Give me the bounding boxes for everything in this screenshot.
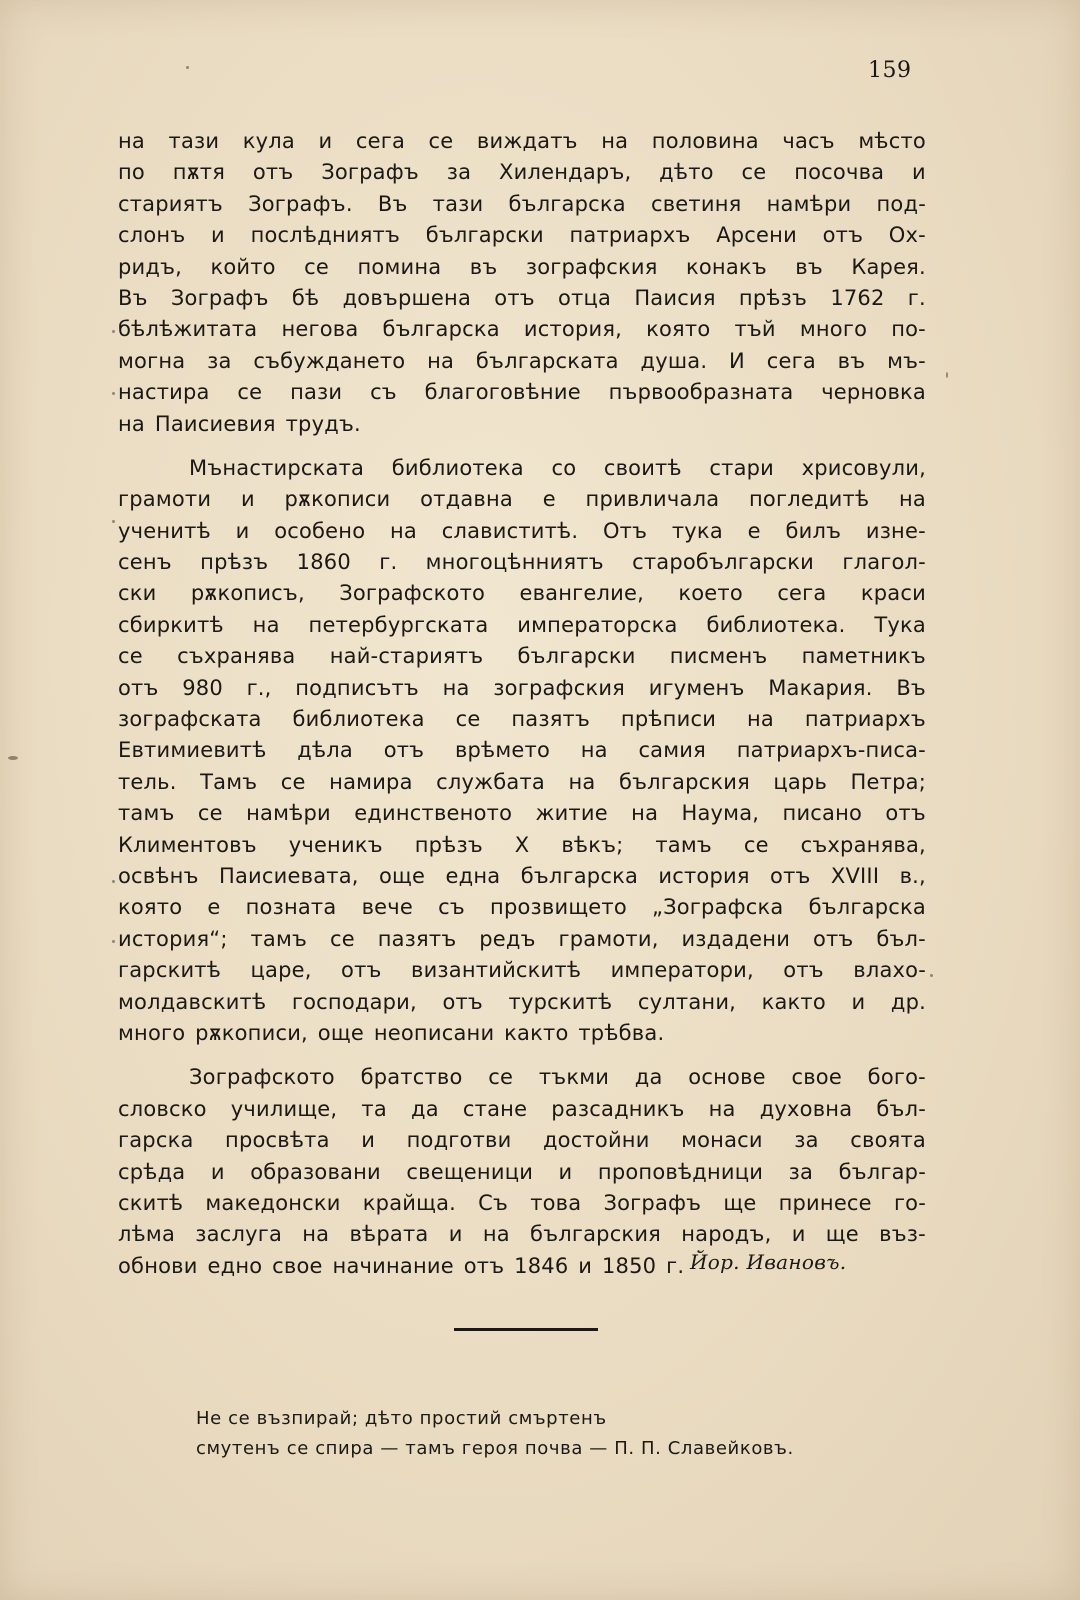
print-speck bbox=[112, 880, 115, 883]
text-line: ски рѫкописъ, Зографското евангелие, което сега краси bbox=[118, 581, 926, 606]
epigraph-line: Не се възпирай; дѣто простий смъртенъ bbox=[196, 1408, 607, 1429]
epigraph-line: смутенъ се спира — тамъ героя почва — П. П. Славейковъ. bbox=[196, 1438, 794, 1459]
print-speck bbox=[946, 372, 948, 378]
paragraph bbox=[118, 126, 926, 440]
paragraph bbox=[118, 453, 926, 1049]
text-line: стариятъ Зографъ. Въ тази българска светиня намѣри под- bbox=[118, 191, 926, 216]
text-line: лѣма заслуга на вѣрата и на българския народъ, и ще въз- bbox=[118, 1222, 926, 1247]
author-signature: Йор. Ивановъ. bbox=[690, 1250, 847, 1274]
text-line: Климентовъ ученикъ прѣзъ X вѣкъ; тамъ се съхранява, bbox=[118, 832, 926, 857]
text-line: тамъ се намѣри единственото житие на Наума, писано отъ bbox=[118, 801, 926, 826]
print-speck bbox=[8, 756, 18, 760]
text-line: гарска просвѣта и подготви достойни монаси за своята bbox=[118, 1128, 926, 1153]
text-line: обнови едно свое начинание отъ 1846 и 1850 г. bbox=[118, 1253, 685, 1278]
text-line: която е позната вече съ прозвището „Зографска българска bbox=[118, 895, 926, 920]
print-speck bbox=[112, 330, 115, 333]
text-line: ридъ, който се помина въ зографския конакъ въ Карея. bbox=[118, 254, 926, 279]
text-line: молдавскитѣ господари, отъ турскитѣ султани, както и др. bbox=[118, 989, 926, 1014]
text-line: словско училище, та да стане разсадникъ на духовна бъл- bbox=[118, 1096, 926, 1121]
article-body bbox=[118, 126, 926, 1282]
text-line: история“; тамъ се пазятъ редъ грамоти, издадени отъ бъл- bbox=[118, 926, 926, 951]
text-line: бѣлѣжитата негова българска история, която тъй много по- bbox=[118, 317, 926, 342]
text-line: освѣнъ Паисиевата, още една българска история отъ XVIII в., bbox=[118, 863, 926, 888]
print-speck bbox=[930, 974, 933, 977]
text-line: сбиркитѣ на петербургската императорска библиотека. Тука bbox=[118, 612, 926, 637]
text-line: на Паисиевия трудъ. bbox=[118, 411, 361, 436]
text-line: слонъ и послѣдниятъ български патриархъ Арсени отъ Ох- bbox=[118, 223, 926, 248]
text-line: на тази кула и сега се виждатъ на половина часъ мѣсто bbox=[118, 129, 926, 153]
epigraph bbox=[196, 1404, 926, 1464]
text-line: гарскитѣ царе, отъ византийскитѣ императори, отъ влахо- bbox=[118, 958, 926, 983]
section-divider bbox=[454, 1328, 598, 1331]
text-line: по пѫтя отъ Зографъ за Хилендаръ, дѣто се посочва и bbox=[118, 160, 926, 185]
text-line: зографската библиотека се пазятъ прѣписи на патриархъ bbox=[118, 707, 926, 732]
text-line: отъ 980 г., подписътъ на зографския игуменъ Макария. Въ bbox=[118, 675, 926, 700]
print-speck bbox=[112, 940, 115, 943]
text-line: се съхранява най-стариятъ български писменъ паметникъ bbox=[118, 644, 926, 669]
print-speck bbox=[112, 392, 115, 395]
text-line: тель. Тамъ се намира службата на българския царь Петра; bbox=[118, 769, 926, 794]
print-speck bbox=[186, 66, 189, 69]
text-line: настира се пази съ благоговѣние първообразната черновка bbox=[118, 380, 926, 405]
text-line: Мънастирската библиотека со своитѣ стари хрисовули, bbox=[189, 455, 926, 480]
text-line: ученитѣ и особено на славиститѣ. Отъ тука е билъ изне- bbox=[118, 518, 926, 543]
text-line: Евтимиевитѣ дѣла отъ врѣмето на самия патриархъ-писа- bbox=[118, 738, 926, 763]
text-line: много рѫкописи, още неописани както трѣбва. bbox=[118, 1020, 665, 1045]
text-line: срѣда и образовани свещеници и проповѣдници за българ- bbox=[118, 1159, 926, 1184]
print-speck bbox=[112, 520, 115, 523]
text-line: скитѣ македонски крайща. Съ това Зографъ ще принесе го- bbox=[118, 1190, 926, 1215]
page-number: 159 bbox=[868, 58, 912, 83]
text-line: Зографското братство се тъкми да основе свое бого- bbox=[189, 1065, 926, 1090]
text-line: Въ Зографъ бѣ довършена отъ отца Паисия прѣзъ 1762 г. bbox=[118, 285, 926, 310]
text-line: грамоти и рѫкописи отдавна е привличала погледитѣ на bbox=[118, 487, 926, 512]
text-line: сенъ прѣзъ 1860 г. многоцѣнниятъ старобългарски глагол- bbox=[118, 550, 926, 575]
text-line: могна за събуждането на българската душа. И сега въ мъ- bbox=[118, 348, 926, 373]
